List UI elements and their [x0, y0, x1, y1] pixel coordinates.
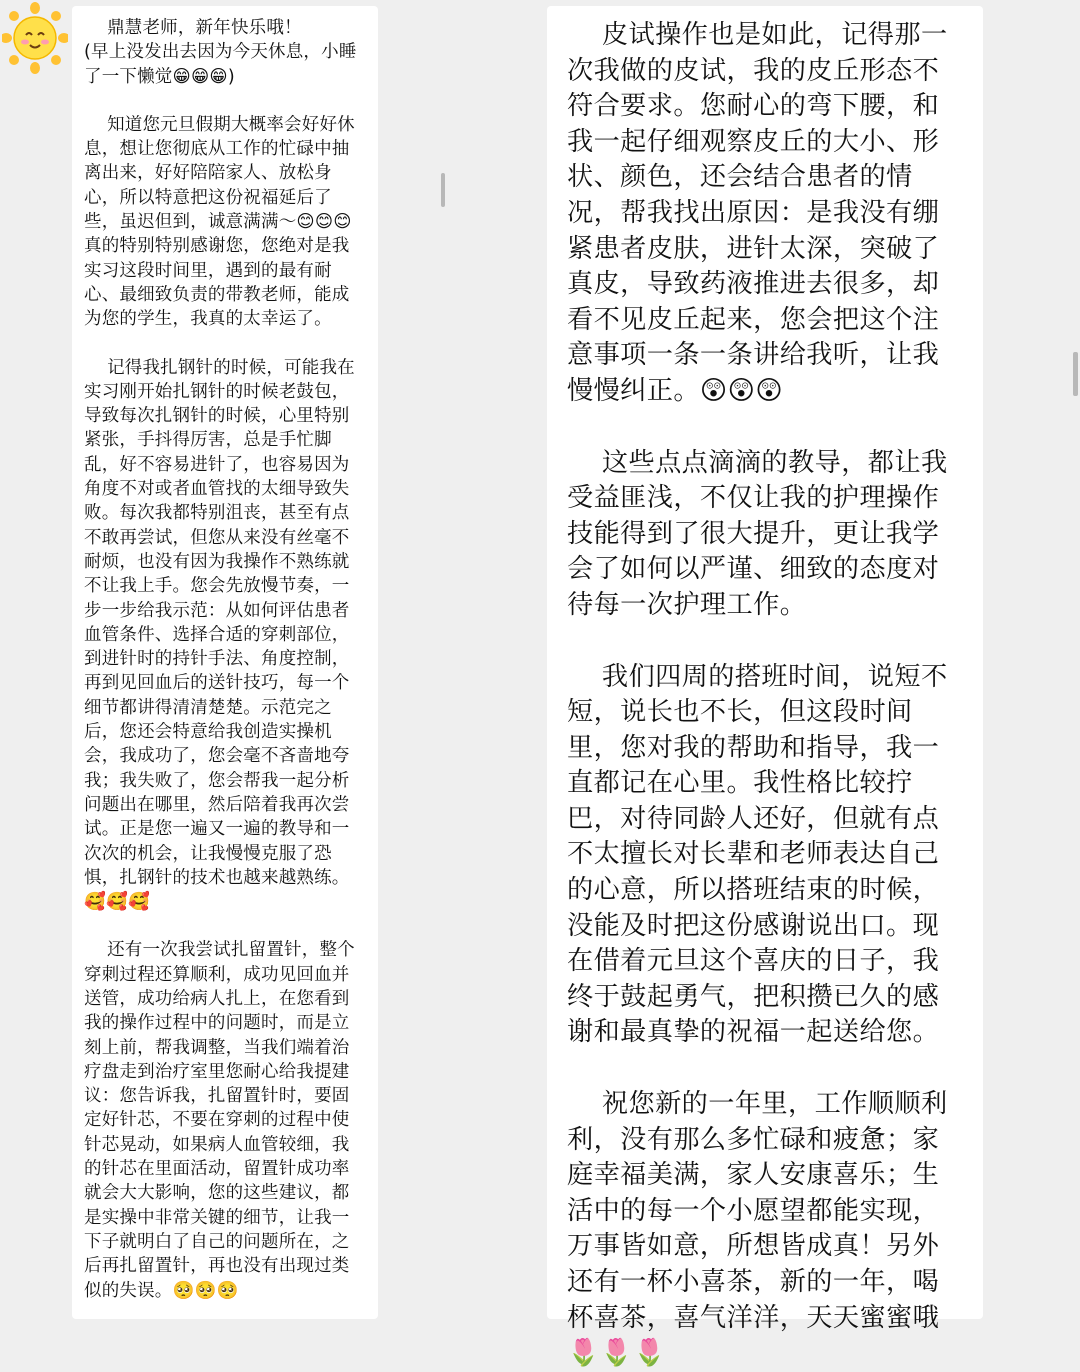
message-bubble-right[interactable]	[547, 6, 983, 1369]
message-paragraph: 皮试操作也是如此，记得那一次我做的皮试，我的皮丘形态不符合要求。您耐心的弯下腰，和我一起仔细观察皮丘的大小、形状、颜色，还会结合患者的情况，帮我找出原因：是我没有绷紧患者皮肤，进针太深，突破了真皮，导致药液推进去很多，却看不见皮丘起来，您会把这个注意事项一条一条讲给我听，让我慢慢纠正。😲😲😲	[567, 20, 948, 406]
message-paragraph: 祝您新的一年里，工作顺顺利利，没有那么多忙碌和疲惫；家庭幸福美满，家人安康喜乐；生活中的每一个小愿望都能实现，万事皆如意，所想皆成真！另外还有一杯小喜茶，新的一年，喝杯喜茶，喜气洋洋，天天蜜蜜哦🌷🌷🌷	[567, 1089, 948, 1369]
message-paragraph: 我们四周的搭班时间，说短不短，说长也不长，但这段时间里，您对我的帮助和指导，我一直都记在心里。我性格比较拧巴，对待同龄人还好，但就有点不太擅长对长辈和老师表达自己的心意，所以搭班结束的时候，没能及时把这份感谢说出口。现在借着元旦这个喜庆的日子，我终于鼓起勇气，把积攒已久的感谢和最真挚的祝福一起送给您。	[567, 661, 948, 1048]
message-paragraph: 还有一次我尝试扎留置针，整个穿刺过程还算顺利，成功见回血并送管，成功给病人扎上，在您看到我的操作过程中的问题时，而是立刻上前，帮我调整，当我们端着治疗盘走到治疗室里您耐心给我提建议：您告诉我，扎留置针时，要固定好针芯，不要在穿刺的过程中使针芯晃动，如果病人血管较细，我的针芯在里面活动，留置针成功率就会大大影响，您的这些建议，都是实操中非常关键的细节，让我一下子就明白了自己的问题所在，之后再扎留置针，再也没有出现过类似的失误。🥺🥺🥺	[84, 940, 355, 1301]
smiling-sun-icon	[2, 2, 68, 74]
scrollbar-thumb-right[interactable]	[1073, 352, 1078, 396]
message-paragraph: 这些点点滴滴的教导，都让我受益匪浅，不仅让我的护理操作技能得到了很大提升，更让我学会了如何以严谨、细致的态度对待每一次护理工作。	[567, 447, 948, 620]
avatar[interactable]	[2, 2, 68, 74]
message-paragraph: 记得我扎钢针的时候，可能我在实习刚开始扎钢针的时候老鼓包，导致每次扎钢针的时候，心里特别紧张，手抖得厉害，总是手忙脚乱，好不容易进针了，也容易因为角度不对或者血管找的太细导致失败。每次我都特别沮丧，甚至有点不敢再尝试，但您从来没有丝毫不耐烦，也没有因为我操作不熟练就不让我上手。您会先放慢节奏，一步一步给我示范：从如何评估患者血管条件、选择合适的穿刺部位，到进针时的持针手法、角度控制，再到见回血后的送针技巧，每一个细节都讲得清清楚楚。示范完之后，您还会特意给我创造实操机会，我成功了，您会毫不吝啬地夸我；我失败了，您会帮我一起分析问题出在哪里，然后陪着我再次尝试。正是您一遍又一遍的教导和一次次的机会，让我慢慢克服了恐惧，扎钢针的技术也越来越熟练。🥰🥰🥰	[84, 357, 355, 913]
message-paragraph: 知道您元旦假期大概率会好好休息，想让您彻底从工作的忙碌中抽离出来，好好陪陪家人、放松身心，所以特意把这份祝福延后了些，虽迟但到，诚意满满～😊😊😊 真的特别特别感谢您，您绝对是我实习这段时间里，遇到的最有耐心、最细致负责的带教老师，能成为您的学生，我真的太幸运了。	[84, 114, 358, 330]
scrollbar-thumb-middle[interactable]	[441, 173, 445, 207]
message-bubble-left[interactable]	[72, 6, 378, 1319]
message-paragraph: 鼎慧老师，新年快乐哦！ (早上没发出去因为今天休息，小睡了一下懒觉😁😁😁)	[84, 18, 357, 87]
